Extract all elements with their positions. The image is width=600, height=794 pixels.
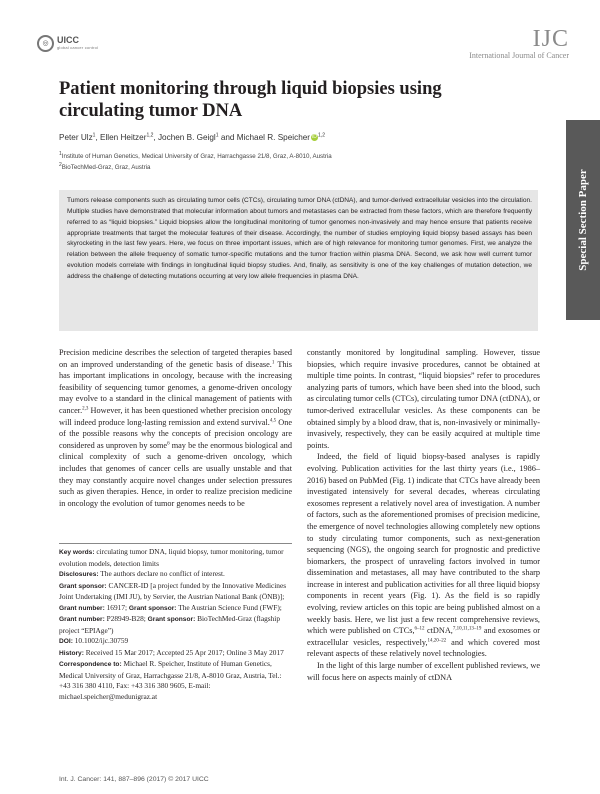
- history-note: [59, 648, 292, 660]
- note-text: The Austrian Science Fund (FWF);: [176, 602, 282, 612]
- note-label: Grant sponsor:: [128, 604, 177, 612]
- note-text: P28949-B28;: [104, 614, 148, 623]
- body-column-right: [307, 347, 540, 683]
- text-run: One of the possible reasons why the concepts of precision oncology are considered as unproven by some: [59, 417, 293, 450]
- citation: 7,10,11,13–19: [452, 626, 482, 632]
- affiliation-text: BioTechMed-Graz, Graz, Austria: [61, 164, 151, 171]
- note-text: 16917;: [104, 602, 129, 612]
- author-name: Ellen Heitzer: [100, 133, 147, 142]
- logo-subtext: global cancer control: [57, 45, 99, 50]
- correspondence-note: [59, 659, 292, 702]
- note-label: Disclosures:: [59, 571, 99, 578]
- note-label: Correspondence to:: [59, 661, 122, 668]
- doi-note: [59, 636, 292, 648]
- citation: 6: [167, 441, 170, 446]
- author-sup: 1: [215, 132, 219, 139]
- article-title: Patient monitoring through liquid biopsies using circulating tumor DNA: [59, 79, 442, 121]
- text-run: Indeed, the field of liquid biopsy-based analyses is rapidly evolving. Publication activities for the last thirty years (i.e., 1986–2016) based on PubMed (Fig. 1) indicate that CTCs have already been investigated intensively for several decades, whereas circulating exosomes represent a relatively novel area of investigation. A number of factors, such as the aforementioned promises of precision medicine, the emergence of novel technologies allowing completely new options to study circulating tumor components, such as next-generation sequencing (NGS), the ongoing search for prognostic and predictive biomarkers, the prospect of unraveling factors involved in tumor dissemination and metastases, all may have contributed to the sharp increase in interest and publication activities for all three liquid biopsy components in recent years (Fig. 1). As the field is so rapidly evolving, review articles on this topic are being published almost on a weekly basis. Here, we list just a few recent comprehensive reviews, which were published on CTCs,: [307, 452, 540, 636]
- text-run: and exosomes or extracellular vesicles, respectively,: [307, 626, 541, 647]
- citation: 2,3: [82, 406, 89, 412]
- author-name: Jochen B. Geigl: [157, 133, 216, 142]
- note-text: BioTechMed-Graz (flagship project “EPIAge”): [59, 614, 280, 635]
- author-list: Peter Ulz$^1$, Ellen Heitzer$^{1,2}$, Jochen B. Geigl$^1$ and Michael R. Speicher iD$^{1,2}$: [59, 132, 325, 142]
- note-label: Grant number:: [59, 616, 105, 623]
- note-label: DOI:: [59, 638, 73, 645]
- doi-link[interactable]: 10.1002/ijc.30759: [72, 636, 129, 645]
- note-text: Received 15 Mar 2017; Accepted 25 Apr 2017; Online 3 May 2017: [83, 647, 284, 657]
- affiliation-2: $^2$BioTechMed-Graz, Graz, Austria: [59, 161, 151, 171]
- paragraph: [59, 347, 292, 509]
- note-label: Key words:: [59, 549, 95, 556]
- paragraph: In the light of this large number of excellent published reviews, we will focus here on aspects mainly of ctDNA: [307, 661, 540, 682]
- text-run: and which covered most relevant aspects of these relatively novel technologies.: [307, 637, 540, 659]
- page-footer: Int. J. Cancer: 141, 887–896 (2017) © 2017 UICC: [59, 776, 209, 783]
- article-notes: [59, 547, 292, 702]
- text-run: Precision medicine describes the selection of targeted therapies based on an improved understanding of the genetic basis of disease.: [59, 348, 292, 369]
- section-tab: [566, 120, 600, 320]
- paragraph: constantly monitored by longitudinal sampling. However, tissue biopsies, which require invasive procedures, cannot be obtained at multiple time points. In contrast, “liquid biopsies” refer to procedures analyzing parts of tumors, which have been shed into the blood, such as circulating tumor cells (CTCs), circulating tumor DNA (ctDNA), or tumor-derived extracellular vesicles. As these components can be obtained simply by a blood draw, that is, non-invasively or minimally-invasively, respectively, they can be easily acquired at multiple time points.: [307, 348, 541, 450]
- author-sup: 1: [92, 132, 96, 139]
- author-name: Peter Ulz: [59, 133, 93, 142]
- text-run: This has important implications in oncology, because with the increasing feasibility of sequencing tumor genomes, a genome-driven oncology may evolve to a standard in the clinical management of patients with cancer.: [59, 359, 292, 415]
- affiliation-text: Institute of Human Genetics, Medical University of Graz, Harrachgasse 21/8, Graz, A-8010, Austria: [61, 153, 332, 160]
- paragraph: [307, 451, 540, 660]
- author-sup: 1,2: [318, 132, 325, 139]
- grant-note: [59, 581, 292, 637]
- disclosures-note: [59, 569, 292, 581]
- citation: 1: [271, 359, 275, 365]
- note-text: CANCER-ID [a project funded by the Innovative Medicines Joint Undertaking (IMI JU), by Servier, the Austrian National Bank (ÖNB)];: [59, 580, 287, 601]
- logo-text: UICC: [57, 35, 79, 45]
- text-run: may be the enormous biological and clinical complexity of such a genome-driven oncology, which includes that genomes of cancer cells are usually unstable and that they may constantly acquire novel changes under selection pressures such as given therapies. Hence, in order to realize precision medicine in oncology the evolution of tumor genomes needs to be: [59, 440, 293, 508]
- orcid-icon[interactable]: iD: [312, 134, 317, 141]
- author-sup: 1,2: [146, 132, 154, 139]
- citation: 14,20–22: [427, 638, 447, 644]
- text-run: ctDNA,: [424, 626, 453, 636]
- uicc-logo: [37, 33, 113, 53]
- affiliation-1: $^1$Institute of Human Genetics, Medical University of Graz, Harrachgasse 21/8, Graz, A-8010, Austria: [59, 150, 332, 160]
- abstract: Tumors release components such as circulating tumor cells (CTCs), circulating tumor DNA (ctDNA), and tumor-derived extracellular vesicles into the circulation. Multiple studies have demonstrated that molecular information about tumors and metastases can be extracted from these factors, which are therefore frequently referred to as “liquid biopsies.” Liquid biopsies allow the longitudinal monitoring of tumor genomes non-invasively and may hence ensure that patients receive appropriate treatments that target the molecular features of their disease. Accordingly, the number of studies employing liquid biopsy based assays has been skyrocketing in the last few years. Here, we focus on three important issues, which are of high relevance for monitoring tumor genomes. First, we analyze the relation between the allele frequency of somatic tumor-specific mutations and the tumor fraction within plasma DNA. Second, we ask how well current tumor evolution models correlate with findings in longitudinal liquid biopsy studies. And, finally, as sensitivity is one of the key challenges of mutation detection, we address the challenge of detecting mutations occurring at very low allele frequencies in plasma DNA.: [67, 197, 532, 280]
- note-text: The authors declare no conflict of interest.: [98, 569, 225, 578]
- citation: 6–12: [414, 626, 425, 632]
- journal-brand: [469, 27, 569, 61]
- note-label: Grant number:: [59, 604, 105, 612]
- note-text: Michael R. Speicher, Institute of Human Genetics, Medical University of Graz, Harrachgasse 21/8, A-8010 Graz, Austria, Tel.: +43 316 380 4110, Fax: +43 316 380 9605, E-mail: michael.speicher@medunigraz.at: [59, 659, 282, 701]
- text-run: However, it has been questioned whether precision oncology will indeed produce long-lasting remission and extend survival.: [59, 405, 292, 427]
- body-column-left: [59, 347, 292, 509]
- notes-divider: [59, 543, 292, 544]
- note-label: Grant sponsor:: [147, 616, 196, 623]
- uicc-logo-icon: ◎: [37, 35, 54, 52]
- citation: 4,5: [269, 417, 277, 423]
- author-name: Michael R. Speicher: [236, 133, 311, 142]
- section-tab-label: Special Section Paper: [577, 169, 589, 271]
- note-label: Grant sponsor:: [59, 582, 107, 590]
- journal-abbrev: IJC: [532, 26, 569, 52]
- keywords-note: [59, 547, 292, 569]
- note-text: circulating tumor DNA, liquid biopsy, tumor monitoring, tumor evolution models, detection limits: [59, 547, 284, 568]
- note-label: History:: [59, 649, 84, 657]
- journal-full-name: International Journal of Cancer: [469, 51, 569, 60]
